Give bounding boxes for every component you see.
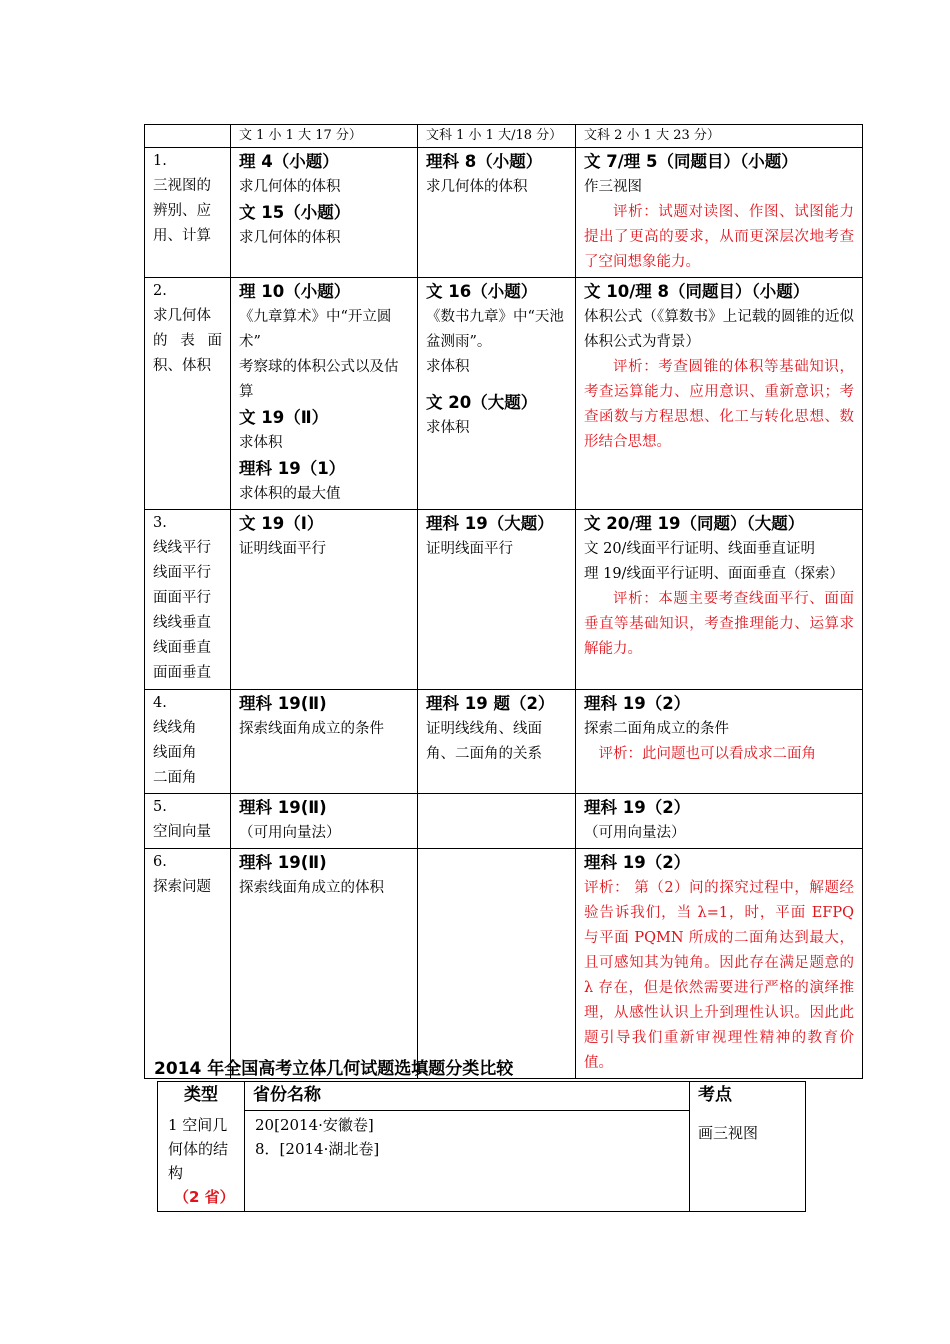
item-title: 理 10（小题）: [239, 282, 351, 301]
cell-col1: 理科 19(Ⅱ) 探索线面角成立的条件: [231, 690, 418, 794]
item-title: 文 20/理 19（同题）（大题）: [584, 514, 805, 533]
item-title: 文 16（小题）: [426, 282, 538, 301]
table-row: [158, 1082, 806, 1111]
header-cell-0: [145, 125, 231, 148]
table-row: [145, 690, 863, 794]
header-point: 考点 画三视图: [690, 1082, 806, 1212]
cell-col2: 理科 8（小题） 求几何体的体积: [418, 148, 576, 278]
item-title: 理科 19（2）: [584, 694, 691, 713]
item-title: 文 19（Ⅰ）: [239, 514, 324, 533]
header-type: 类型: [158, 1082, 245, 1111]
item-title: 文 15（小题）: [239, 203, 351, 222]
cell-col1: 理 4（小题） 求几何体的体积 文 15（小题） 求几何体的体积: [231, 148, 418, 278]
cell-col2: 文 16（小题） 《数书九章》中“天池盆测雨”。 求体积 文 20（大题） 求体积: [418, 278, 576, 510]
cell-col1: 理 10（小题） 《九章算术》中“开立圆术” 考察球的体积公式以及估算 文 19（Ⅱ） 求体积 理科 19（1） 求体积的最大值: [231, 278, 418, 510]
row-label: 5. 空间向量: [145, 794, 231, 849]
item-title: 理科 19（2）: [584, 853, 691, 872]
section-title: 2014 年全国高考立体几何试题选填题分类比较: [154, 1059, 514, 1079]
row-label: 6. 探索问题: [145, 849, 231, 1079]
header-province: 省份名称: [245, 1082, 690, 1111]
table-row: [145, 849, 863, 1079]
cell-col3: 文 10/理 8（同题目）（小题） 体积公式（《算数书》上记载的圆锥的近似体积公式为背景） 评析：考查圆锥的体积等基础知识，考查运算能力、应用意识、重新意识；考查函数与方程思想、化工与转化思想、数形结合思想。: [576, 278, 863, 510]
item-title: 理科 19（大题）: [426, 514, 554, 533]
item-title: 理科 19(Ⅱ): [239, 798, 327, 817]
cell-col3: 理科 19（2） 探索二面角成立的条件 评析：此问题也可以看成求二面角: [576, 690, 863, 794]
item-title: 理科 8（小题）: [426, 152, 543, 171]
item-title: 理科 19（2）: [584, 798, 691, 817]
comparison-table: [144, 124, 863, 1079]
header-cell-3: 文科 2 小 1 大 23 分）: [576, 125, 863, 148]
cell-col2: 理科 19 题（2） 证明线线角、线面角、二面角的关系: [418, 690, 576, 794]
cell-col3: 文 20/理 19（同题）（大题） 文 20/线面平行证明、线面垂直证明 理 19/线面平行证明、面面垂直（探索） 评析：本题主要考查线面平行、面面垂直等基础知识，考查推理能力、运算求解能力。: [576, 510, 863, 690]
header-cell-1: 文 1 小 1 大 17 分）: [231, 125, 418, 148]
table-row: [145, 510, 863, 690]
header-cell-2: 文科 1 小 1 大/18 分）: [418, 125, 576, 148]
cell-col1: 理科 19(Ⅱ) 探索线面角成立的体积: [231, 849, 418, 1079]
item-title: 文 10/理 8（同题目）（小题）: [584, 282, 810, 301]
table-row: [145, 794, 863, 849]
item-title: 理科 19(Ⅱ): [239, 853, 327, 872]
table-row: [145, 148, 863, 278]
comment-text: 评析：试题对读图、作图、试图能力提出了更高的要求，从而更深层次地考查了空间想象能力。: [584, 204, 854, 270]
item-title: 文 7/理 5（同题目）（小题）: [584, 152, 798, 171]
item-title: 理科 19（1）: [239, 459, 346, 478]
point-text: 画三视图: [698, 1124, 759, 1142]
item-title: 理科 19(Ⅱ): [239, 694, 327, 713]
row-label: 4. 线线角 线面角 二面角: [145, 690, 231, 794]
table-header-row: [145, 125, 863, 148]
comment-text: 评析：本题主要考查线面平行、面面垂直等基础知识，考查推理能力、运算求解能力。: [584, 591, 854, 657]
cell-col2: [418, 794, 576, 849]
comment-text: 评析：考查圆锥的体积等基础知识，考查运算能力、应用意识、重新意识；考查函数与方程思想、化工与转化思想、数形结合思想。: [584, 359, 854, 450]
province-count: （2 省）: [174, 1187, 235, 1206]
cell-col2: [418, 849, 576, 1079]
row-label: 2. 求几何体 的 表 面 积、体积: [145, 278, 231, 510]
cell-col3: [576, 849, 863, 1079]
cell-col3: 文 7/理 5（同题目）（小题） 作三视图 评析：试题对读图、作图、试图能力提出了更高的要求，从而更深层次地考查了空间想象能力。: [576, 148, 863, 278]
province-table: [157, 1081, 806, 1212]
cell-col3: 理科 19（2） （可用向量法）: [576, 794, 863, 849]
cell-col1: 文 19（Ⅰ） 证明线面平行: [231, 510, 418, 690]
comment-text: 评析： 第（2）问的探究过程中，解题经验告诉我们，当 λ=1，时，平面 EFPQ 与平面 PQMN 所成的二面角达到最大，且可感知其为钝角。因此存在满足题意的 λ 存在，但是依然需要进行严格的演绎推理，从感性认识上升到理性认识。因此此题引导我们重新审视理性精神的教育价值。: [584, 880, 854, 1071]
type-cell: 1 空间几何体的结构 （2 省）: [158, 1111, 245, 1212]
comment-text: 评析：此问题也可以看成求二面角: [598, 746, 816, 762]
table-row: [145, 278, 863, 510]
row-label: 3. 线线平行 线面平行 面面平行 线线垂直 线面垂直 面面垂直: [145, 510, 231, 690]
item-title: 理 4（小题）: [239, 152, 339, 171]
item-title: 理科 19 题（2）: [426, 694, 555, 713]
item-title: 文 20（大题）: [426, 393, 538, 412]
cell-col2: 理科 19（大题） 证明线面平行: [418, 510, 576, 690]
item-title: 文 19（Ⅱ）: [239, 408, 329, 427]
row-label: 1. 三视图的 辨别、应 用、计算: [145, 148, 231, 278]
province-cell: 20[2014·安徽卷] 8．[2014·湖北卷]: [245, 1111, 690, 1212]
cell-col1: 理科 19(Ⅱ) （可用向量法）: [231, 794, 418, 849]
